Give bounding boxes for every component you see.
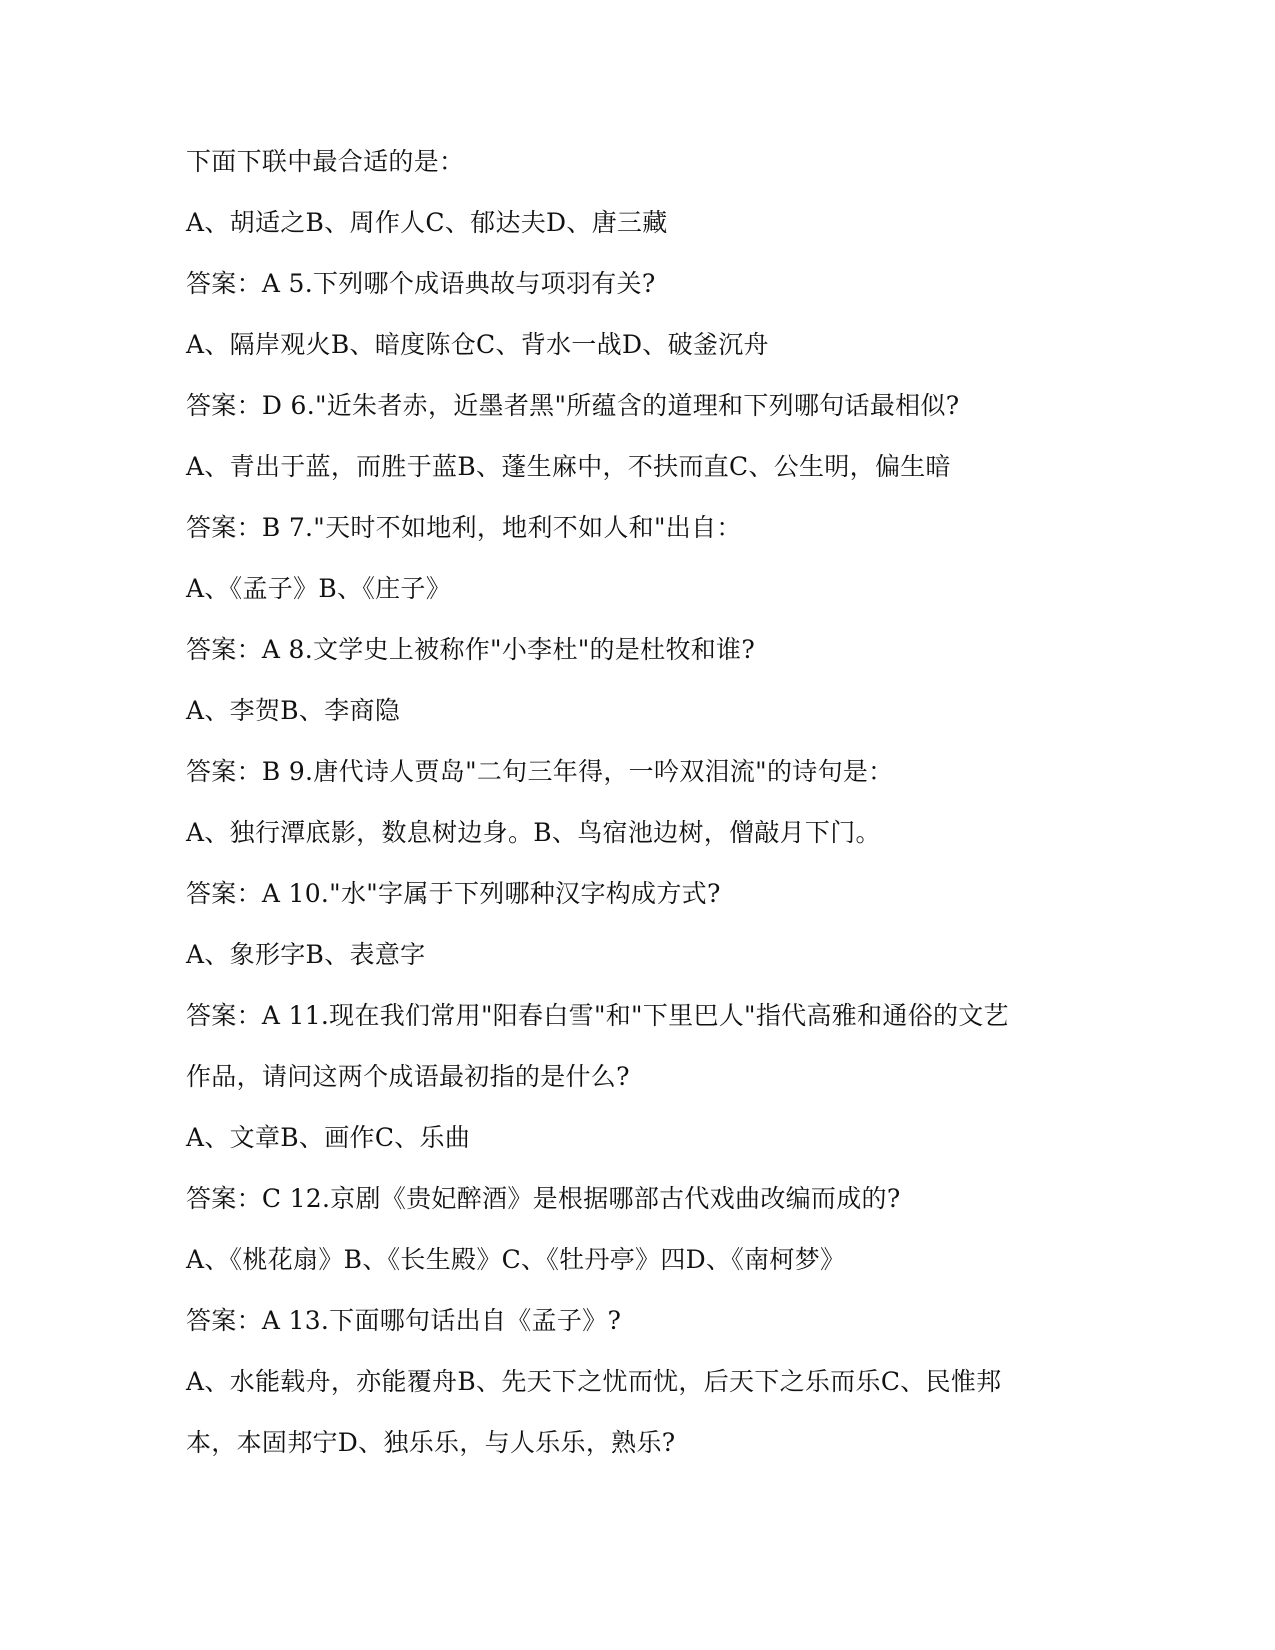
text-line: 答案：D 6."近朱者赤，近墨者黑"所蕴含的道理和下列哪句话最相似? [186, 391, 960, 420]
text-line: A、隔岸观火B、暗度陈仓C、背水一战D、破釜沉舟 [186, 330, 769, 359]
text-line: 答案：C 12.京剧《贵妃醉酒》是根据哪部古代戏曲改编而成的? [186, 1184, 901, 1213]
text-line: 作品，请问这两个成语最初指的是什么? [186, 1062, 630, 1091]
text-line: A、独行潭底影，数息树边身。B、鸟宿池边树，僧敲月下门。 [186, 818, 881, 847]
text-line: 下面下联中最合适的是： [186, 147, 465, 176]
text-line: A、象形字B、表意字 [186, 940, 426, 969]
document-body [186, 140, 1026, 1482]
text-line: 答案：A 8.文学史上被称作"小李杜"的是杜牧和谁? [186, 635, 756, 664]
text-line: 本，本固邦宁D、独乐乐，与人乐乐，熟乐? [186, 1428, 676, 1457]
text-line: 答案：A 10."水"字属于下列哪种汉字构成方式? [186, 879, 721, 908]
text-line: A、胡适之B、周作人C、郁达夫D、唐三藏 [186, 208, 668, 237]
text-line: A、《孟子》B、《庄子》 [186, 574, 452, 603]
text-line: 答案：A 11.现在我们常用"阳春白雪"和"下里巴人"指代高雅和通俗的文艺 [186, 1001, 1009, 1030]
text-line: A、《桃花扇》B、《长生殿》C、《牡丹亭》四D、《南柯梦》 [186, 1245, 846, 1274]
text-line: A、文章B、画作C、乐曲 [186, 1123, 471, 1152]
text-line: 答案：A 5.下列哪个成语典故与项羽有关? [186, 269, 656, 298]
text-line: A、青出于蓝，而胜于蓝B、蓬生麻中，不扶而直C、公生明，偏生暗 [186, 452, 951, 481]
text-line: 答案：B 9.唐代诗人贾岛"二句三年得，一吟双泪流"的诗句是： [186, 757, 894, 786]
text-line: 答案：B 7."天时不如地利，地利不如人和"出自： [186, 513, 742, 542]
text-line: A、水能载舟，亦能覆舟B、先天下之忧而忧，后天下之乐而乐C、民惟邦 [186, 1367, 1002, 1396]
text-line: A、李贺B、李商隐 [186, 696, 401, 725]
text-line: 答案：A 13.下面哪句话出自《孟子》? [186, 1306, 622, 1335]
